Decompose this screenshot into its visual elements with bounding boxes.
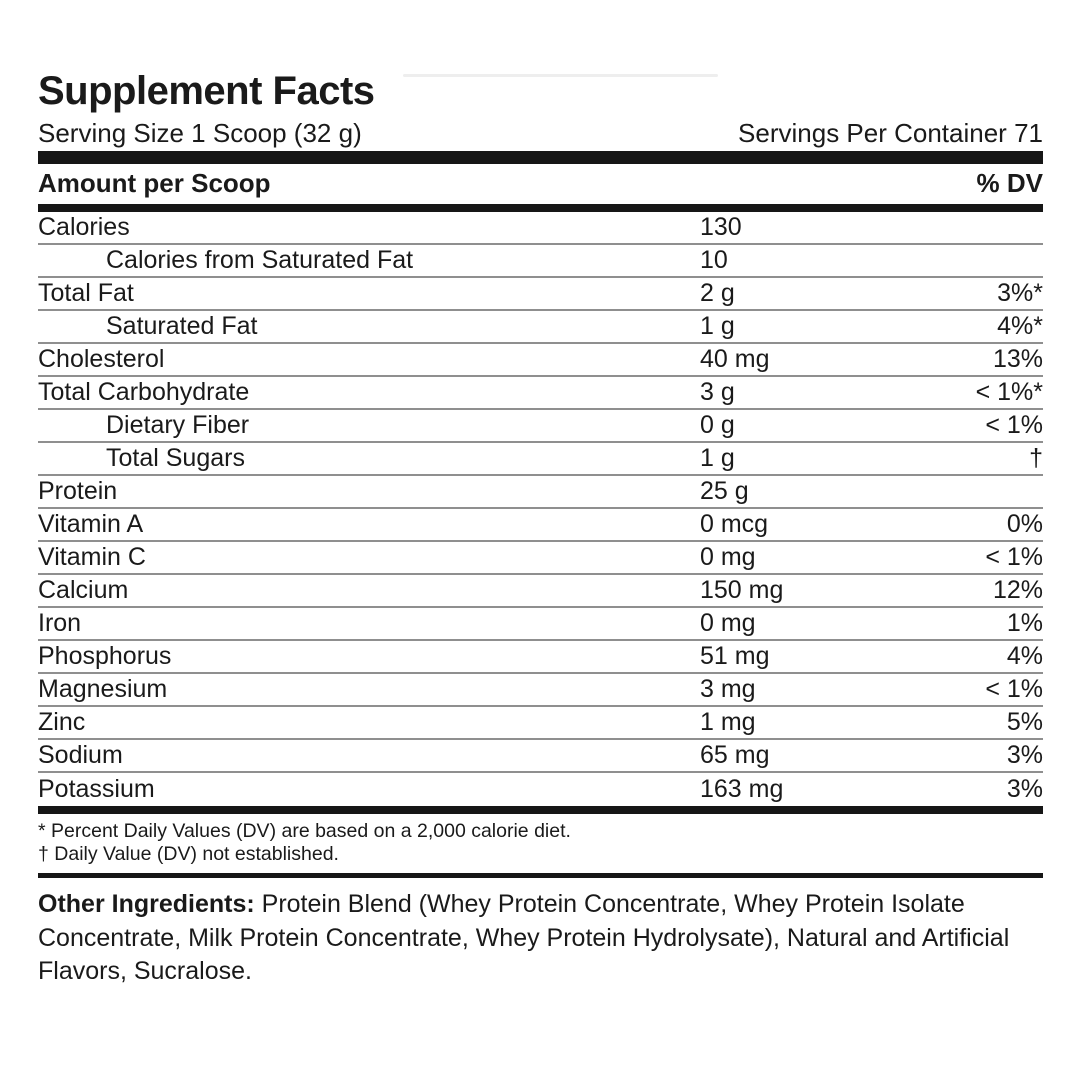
nutrient-row (38, 212, 1043, 245)
nutrient-row (38, 443, 1043, 476)
nutrient-dv: † (1029, 444, 1043, 473)
serving-info-row (38, 118, 1043, 148)
nutrient-table (38, 212, 1043, 806)
footnote: * Percent Daily Values (DV) are based on a 2,000 calorie diet. (38, 820, 571, 843)
nutrient-row (38, 707, 1043, 740)
label-title: Supplement Facts (38, 69, 375, 113)
nutrient-amount: 0 mcg (700, 510, 769, 539)
nutrient-row (38, 740, 1043, 773)
nutrient-amount: 2 g (700, 279, 735, 308)
nutrient-amount: 0 mg (700, 543, 756, 572)
divider-below-header (38, 204, 1043, 212)
nutrient-amount: 40 mg (700, 345, 770, 374)
nutrient-dv: 1% (1006, 609, 1043, 638)
nutrient-name: Magnesium (38, 675, 168, 704)
nutrient-name: Vitamin C (38, 543, 146, 572)
nutrient-dv: < 1%* (975, 378, 1043, 407)
divider-thick-top (38, 151, 1043, 164)
nutrient-row (38, 476, 1043, 509)
nutrient-name: Calories (38, 213, 130, 242)
nutrient-row (38, 311, 1043, 344)
nutrient-amount: 65 mg (700, 741, 770, 770)
nutrient-name: Calcium (38, 576, 129, 605)
nutrient-amount: 10 (700, 246, 728, 275)
amount-column-header: Amount per Scoop (38, 168, 271, 199)
nutrient-amount: 3 g (700, 378, 735, 407)
nutrient-dv: 13% (992, 345, 1043, 374)
nutrient-dv: < 1% (985, 675, 1043, 704)
nutrient-amount: 163 mg (700, 775, 784, 804)
nutrient-row (38, 278, 1043, 311)
nutrient-row (38, 245, 1043, 278)
nutrient-row (38, 344, 1043, 377)
divider-above-ingredients (38, 873, 1043, 878)
nutrient-name: Total Fat (38, 279, 134, 308)
nutrient-name: Sodium (38, 741, 123, 770)
nutrient-row (38, 575, 1043, 608)
nutrient-amount: 1 g (700, 312, 735, 341)
footnotes (38, 814, 1043, 873)
divider-above-footnotes (38, 806, 1043, 814)
nutrient-row (38, 542, 1043, 575)
nutrient-name: Cholesterol (38, 345, 165, 374)
nutrient-name: Potassium (38, 775, 155, 804)
nutrient-name: Total Sugars (106, 444, 245, 473)
supplement-facts-label (38, 70, 1043, 989)
nutrient-amount: 150 mg (700, 576, 784, 605)
nutrient-dv: 3% (1006, 741, 1043, 770)
nutrient-amount: 0 mg (700, 609, 756, 638)
servings-per-container: Servings Per Container 71 (738, 118, 1043, 149)
footnote: † Daily Value (DV) not established. (38, 843, 339, 866)
nutrient-dv: 4% (1006, 642, 1043, 671)
column-header-row (38, 164, 1043, 204)
nutrient-name: Phosphorus (38, 642, 172, 671)
nutrient-amount: 1 mg (700, 708, 756, 737)
nutrient-row (38, 773, 1043, 806)
other-ingredients (38, 888, 1043, 989)
nutrient-row (38, 377, 1043, 410)
nutrient-dv: < 1% (985, 543, 1043, 572)
nutrient-row (38, 410, 1043, 443)
nutrient-amount: 130 (700, 213, 742, 242)
nutrient-dv: 3%* (997, 279, 1043, 308)
nutrient-name: Zinc (38, 708, 86, 737)
other-ingredients-text: Protein Blend (Whey Protein Concentrate, Whey Protein Isolate Concentrate, Milk Protein Concentrate, Whey Protein Hydrolysate), Natural and Artificial Flavors, Sucralose. (38, 890, 1010, 986)
nutrient-amount: 3 mg (700, 675, 756, 704)
nutrient-name: Calories from Saturated Fat (106, 246, 414, 275)
other-ingredients-label: Other Ingredients: (38, 890, 255, 919)
nutrient-amount: 1 g (700, 444, 735, 473)
nutrient-row (38, 608, 1043, 641)
nutrient-dv: 12% (992, 576, 1043, 605)
nutrient-row (38, 509, 1043, 542)
dv-column-header: % DV (976, 168, 1043, 199)
nutrient-name: Vitamin A (38, 510, 144, 539)
nutrient-row (38, 674, 1043, 707)
nutrient-dv: 0% (1006, 510, 1043, 539)
nutrient-name: Dietary Fiber (106, 411, 250, 440)
nutrient-name: Saturated Fat (106, 312, 258, 341)
nutrient-name: Protein (38, 477, 118, 506)
nutrient-amount: 25 g (700, 477, 749, 506)
nutrient-name: Iron (38, 609, 82, 638)
scan-artifact-line (403, 74, 718, 77)
nutrient-dv: 5% (1006, 708, 1043, 737)
nutrient-dv: 3% (1006, 775, 1043, 804)
nutrient-name: Total Carbohydrate (38, 378, 250, 407)
nutrient-row (38, 641, 1043, 674)
nutrient-amount: 0 g (700, 411, 735, 440)
nutrient-amount: 51 mg (700, 642, 770, 671)
nutrient-dv: < 1% (985, 411, 1043, 440)
nutrient-dv: 4%* (997, 312, 1043, 341)
serving-size: Serving Size 1 Scoop (32 g) (38, 118, 362, 149)
